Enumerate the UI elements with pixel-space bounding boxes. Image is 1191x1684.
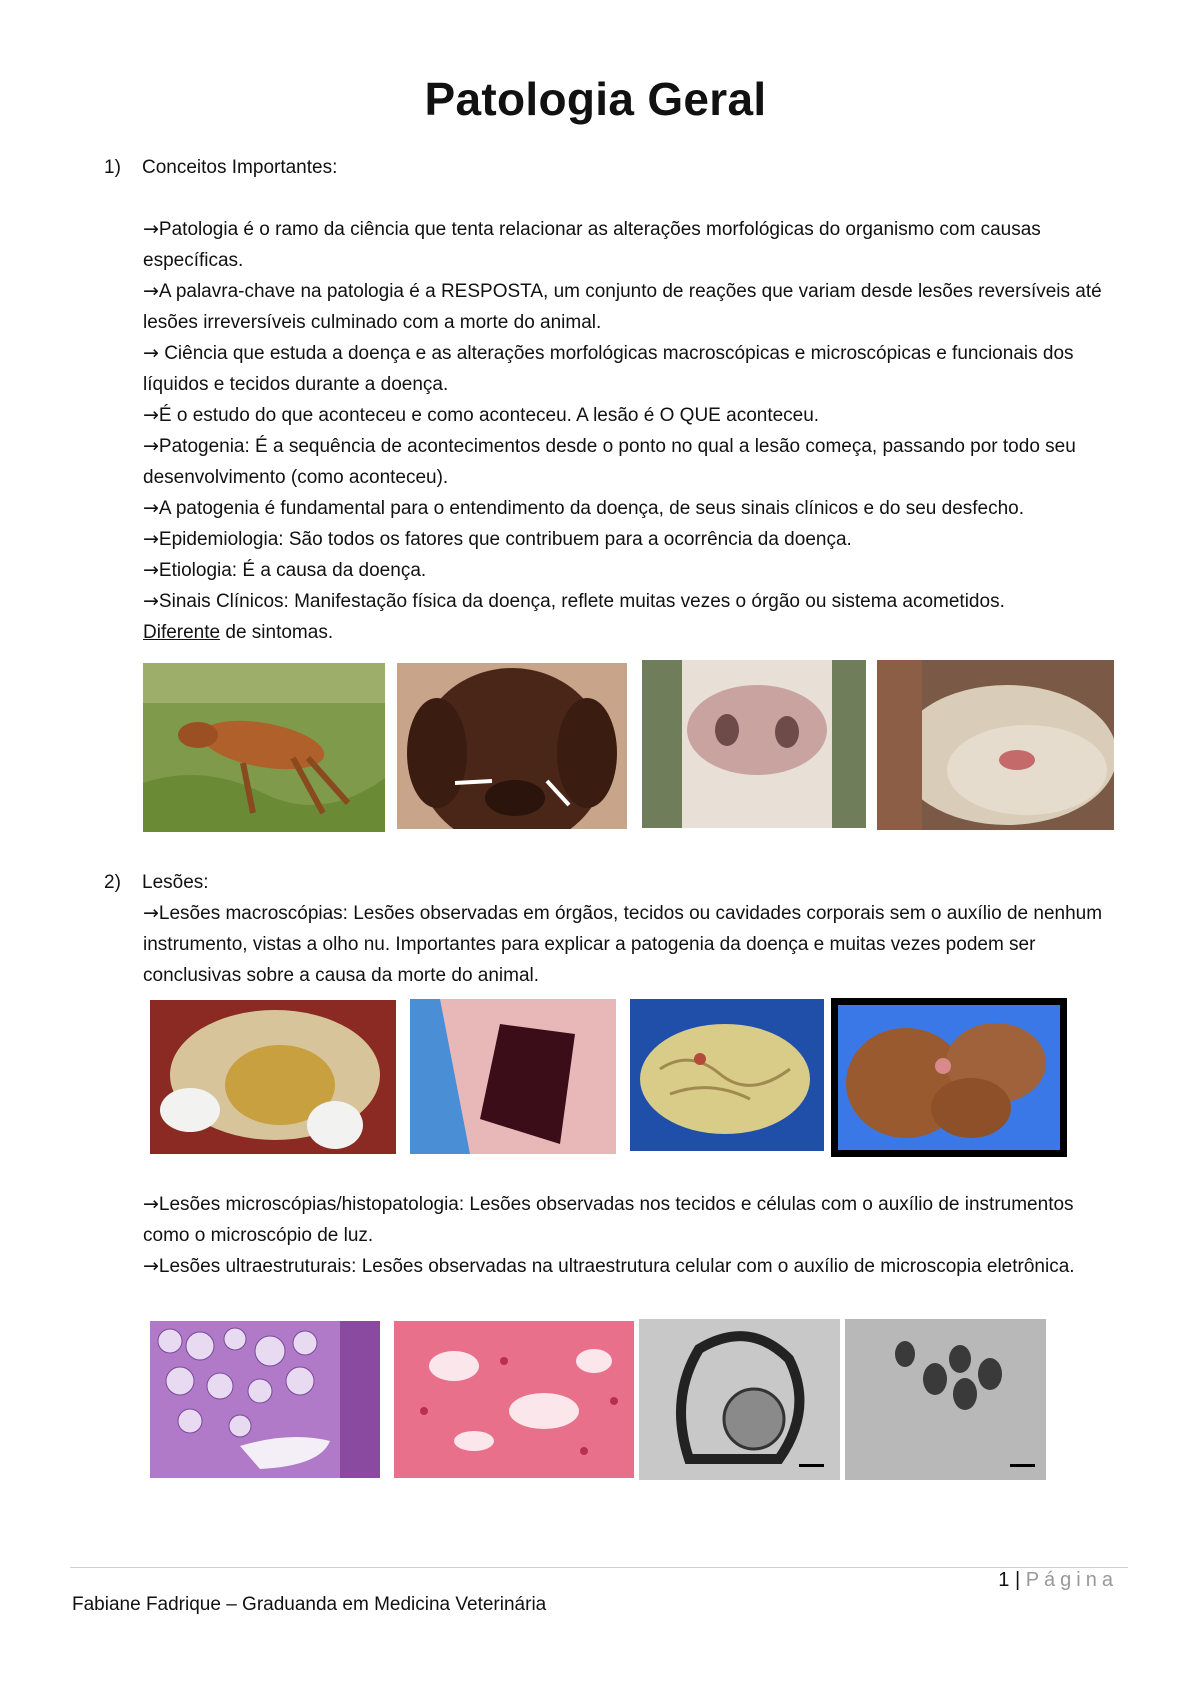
section-2-heading (104, 867, 209, 898)
photo-histology-pink (394, 1321, 634, 1478)
list-item: Diferente de sintomas. (143, 622, 334, 643)
arrow-icon: → (143, 559, 159, 581)
list-item: →Lesões macroscópias: Lesões observadas em órgãos, tecidos ou cavidades corporais sem o auxílio de nenhum instrumento, vistas a olho nu. Importantes para explicar a patogenia da doença e muitas vezes podem ser conclusivas sobre a causa da morte do animal. (143, 902, 1103, 986)
underlined-word: Diferente (143, 622, 221, 643)
list-item: →A patogenia é fundamental para o entendimento da doença, de seus sinais clínicos e do seu desfecho. (143, 497, 1025, 519)
list-item: →Sinais Clínicos: Manifestação física da doença, reflete muitas vezes o órgão ou sistema acometidos. (143, 590, 1005, 612)
arrow-icon: → (143, 528, 159, 550)
page-number: 1 | Página (998, 1569, 1118, 1591)
section-2-micro-ultra (143, 1189, 1123, 1282)
list-item: →Epidemiologia: São todos os fatores que contribuem para a ocorrência da doença. (143, 528, 852, 550)
section-1-title: Conceitos Importantes: (142, 157, 338, 178)
photo-dark-fluid-cavity (410, 999, 616, 1154)
arrow-icon: → (143, 342, 159, 364)
photo-histology-vacuolated (150, 1321, 380, 1478)
arrow-icon: → (143, 1193, 159, 1215)
section-1-heading (104, 152, 337, 183)
photo-electron-micrograph-2 (845, 1319, 1046, 1480)
arrow-icon: → (143, 1255, 159, 1277)
arrow-icon: → (143, 218, 159, 240)
footer-divider (70, 1567, 1128, 1568)
section-2-number: 2) (104, 872, 121, 893)
list-item: →Lesões microscópias/histopatologia: Lesões observadas nos tecidos e células com o auxílio de instrumentos como o microscópio de luz. (143, 1193, 1074, 1246)
list-item: →É o estudo do que aconteceu e como aconteceu. A lesão é O QUE aconteceu. (143, 404, 820, 426)
arrow-icon: → (143, 902, 159, 924)
photo-liver (831, 998, 1067, 1157)
list-item: →Lesões ultraestruturais: Lesões observadas na ultraestrutura celular com o auxílio de microscopia eletrônica. (143, 1255, 1075, 1277)
page-title: Patologia Geral (424, 73, 767, 125)
arrow-icon: → (143, 404, 159, 426)
arrow-icon: → (143, 435, 159, 457)
list-item: →A palavra-chave na patologia é a RESPOSTA, um conjunto de reações que variam desde lesões reversíveis até lesões irreversíveis culminado com a morte do animal. (143, 280, 1102, 333)
footer-author: Fabiane Fadrique – Graduanda em Medicina Veterinária (72, 1594, 547, 1615)
photo-brain (630, 999, 824, 1151)
section-2-macro (143, 898, 1123, 991)
arrow-icon: → (143, 280, 159, 302)
section-1-number: 1) (104, 157, 121, 178)
photo-abdominal-cavity (150, 1000, 396, 1154)
list-item: → Ciência que estuda a doença e as alterações morfológicas macroscópicas e microscópicas e funcionais dos líquidos e tecidos durante a doença. (143, 342, 1074, 395)
list-item: →Patologia é o ramo da ciência que tenta relacionar as alterações morfológicas do organismo com causas específicas. (143, 218, 1041, 271)
list-item: →Patogenia: É a sequência de acontecimentos desde o ponto no qual a lesão começa, passando por todo seu desenvolvimento (como aconteceu). (143, 435, 1076, 488)
photo-collapsed-calf (143, 663, 385, 832)
section-2-title: Lesões: (142, 872, 209, 893)
photo-puppy-nose (397, 663, 627, 829)
photo-bovine-muzzle (642, 660, 866, 828)
section-1-items (143, 214, 1123, 648)
arrow-icon: → (143, 590, 159, 612)
list-item: →Etiologia: É a causa da doença. (143, 559, 427, 581)
photo-sheep-face (877, 660, 1114, 830)
arrow-icon: → (143, 497, 159, 519)
photo-electron-micrograph-1 (639, 1319, 840, 1480)
